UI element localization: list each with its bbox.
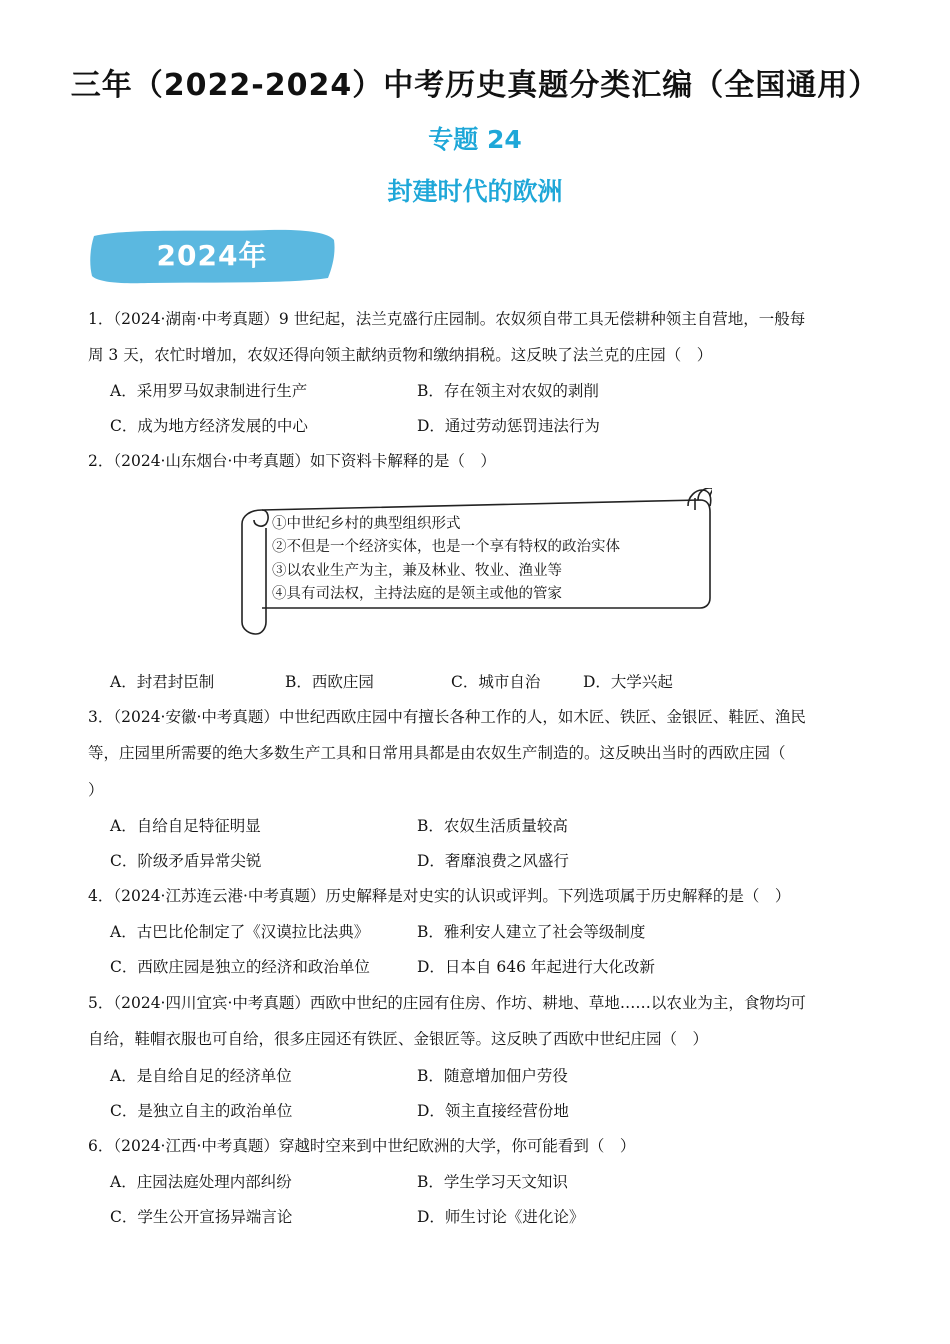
question-3-option-a[interactable]: A．自给自足特征明显 bbox=[110, 817, 261, 835]
question-3-line-2: 等，庄园里所需要的绝大多数生产工具和日常用具都是由农奴生产制造的。这反映出当时的西欧庄园（ bbox=[88, 744, 786, 762]
question-4-option-a[interactable]: A．古巴比伦制定了《汉谟拉比法典》 bbox=[110, 923, 370, 941]
question-3-option-b[interactable]: B．农奴生活质量较高 bbox=[417, 817, 568, 835]
question-3-line-3: ） bbox=[88, 781, 104, 799]
question-2-option-a[interactable]: A．封君封臣制 bbox=[110, 673, 215, 691]
question-5-line-2: 自给，鞋帽衣服也可自给，很多庄园还有铁匠、金银匠等。这反映了西欧中世纪庄园（ ） bbox=[88, 1030, 709, 1048]
question-6-option-c[interactable]: C．学生公开宣扬异端言论 bbox=[110, 1208, 293, 1226]
question-4-option-d[interactable]: D．日本自 646 年起进行大化改新 bbox=[417, 958, 655, 976]
topic-number: 专题 24 bbox=[428, 125, 522, 154]
question-1-line-2: 周 3 天，农忙时增加，农奴还得向领主献纳贡物和缴纳捐税。这反映了法兰克的庄园（ ） bbox=[88, 346, 713, 364]
question-5-option-d[interactable]: D．领主直接经营份地 bbox=[417, 1102, 569, 1120]
question-4-option-c[interactable]: C．西欧庄园是独立的经济和政治单位 bbox=[110, 958, 370, 976]
card-item-3: ③以农业生产为主，兼及林业、牧业、渔业等 bbox=[272, 563, 562, 579]
year-badge-label: 2024年 bbox=[156, 239, 268, 272]
question-6-option-a[interactable]: A．庄园法庭处理内部纠纷 bbox=[110, 1173, 292, 1191]
year-badge bbox=[88, 226, 336, 286]
question-5-option-c[interactable]: C．是独立自主的政治单位 bbox=[110, 1102, 293, 1120]
question-6-line-1: 6．（2024·江西·中考真题）穿越时空来到中世纪欧洲的大学，你可能看到（ ） bbox=[88, 1137, 636, 1155]
question-1-option-d[interactable]: D．通过劳动惩罚违法行为 bbox=[417, 417, 600, 435]
question-4-option-b[interactable]: B．雅利安人建立了社会等级制度 bbox=[417, 923, 646, 941]
question-6-option-b[interactable]: B．学生学习天文知识 bbox=[417, 1173, 568, 1191]
question-1-option-c[interactable]: C．成为地方经济发展的中心 bbox=[110, 417, 308, 435]
question-5-option-b[interactable]: B．随意增加佃户劳役 bbox=[417, 1067, 568, 1085]
question-3-option-d[interactable]: D．奢靡浪费之风盛行 bbox=[417, 852, 569, 870]
question-2-option-b[interactable]: B．西欧庄园 bbox=[285, 673, 374, 691]
card-item-1: ①中世纪乡村的典型组织形式 bbox=[272, 516, 461, 532]
question-6-option-d[interactable]: D．师生讨论《进化论》 bbox=[417, 1208, 585, 1226]
question-4-line-1: 4．（2024·江苏连云港·中考真题）历史解释是对史实的认识或评判。下列选项属于历史解释的是（ ） bbox=[88, 887, 791, 905]
question-1-option-a[interactable]: A．采用罗马奴隶制进行生产 bbox=[110, 382, 308, 400]
question-2-option-d[interactable]: D．大学兴起 bbox=[583, 673, 673, 691]
card-item-2: ②不但是一个经济实体，也是一个享有特权的政治实体 bbox=[272, 539, 620, 555]
card-item-4: ④具有司法权，主持法庭的是领主或他的管家 bbox=[272, 586, 562, 602]
question-1-option-b[interactable]: B．存在领主对农奴的剥削 bbox=[417, 382, 599, 400]
question-2-line-1: 2．（2024·山东烟台·中考真题）如下资料卡解释的是（ ） bbox=[88, 452, 496, 470]
question-5-option-a[interactable]: A．是自给自足的经济单位 bbox=[110, 1067, 292, 1085]
question-2-option-c[interactable]: C．城市自治 bbox=[451, 673, 541, 691]
question-1-line-1: 1．（2024·湖南·中考真题）9 世纪起，法兰克盛行庄园制。农奴须自带工具无偿耕种领主自营地，一般每 bbox=[88, 310, 806, 328]
question-3-option-c[interactable]: C．阶级矛盾异常尖锐 bbox=[110, 852, 262, 870]
topic-name: 封建时代的欧洲 bbox=[387, 177, 563, 206]
document-title: 三年（2022-2024）中考历史真题分类汇编（全国通用） bbox=[70, 68, 880, 103]
question-3-line-1: 3．（2024·安徽·中考真题）中世纪西欧庄园中有擅长各种工作的人，如木匠、铁匠、金银匠、鞋匠、渔民 bbox=[88, 708, 806, 726]
question-5-line-1: 5．（2024·四川宜宾·中考真题）西欧中世纪的庄园有住房、作坊、耕地、草地……以农业为主，食物均可 bbox=[88, 994, 806, 1012]
